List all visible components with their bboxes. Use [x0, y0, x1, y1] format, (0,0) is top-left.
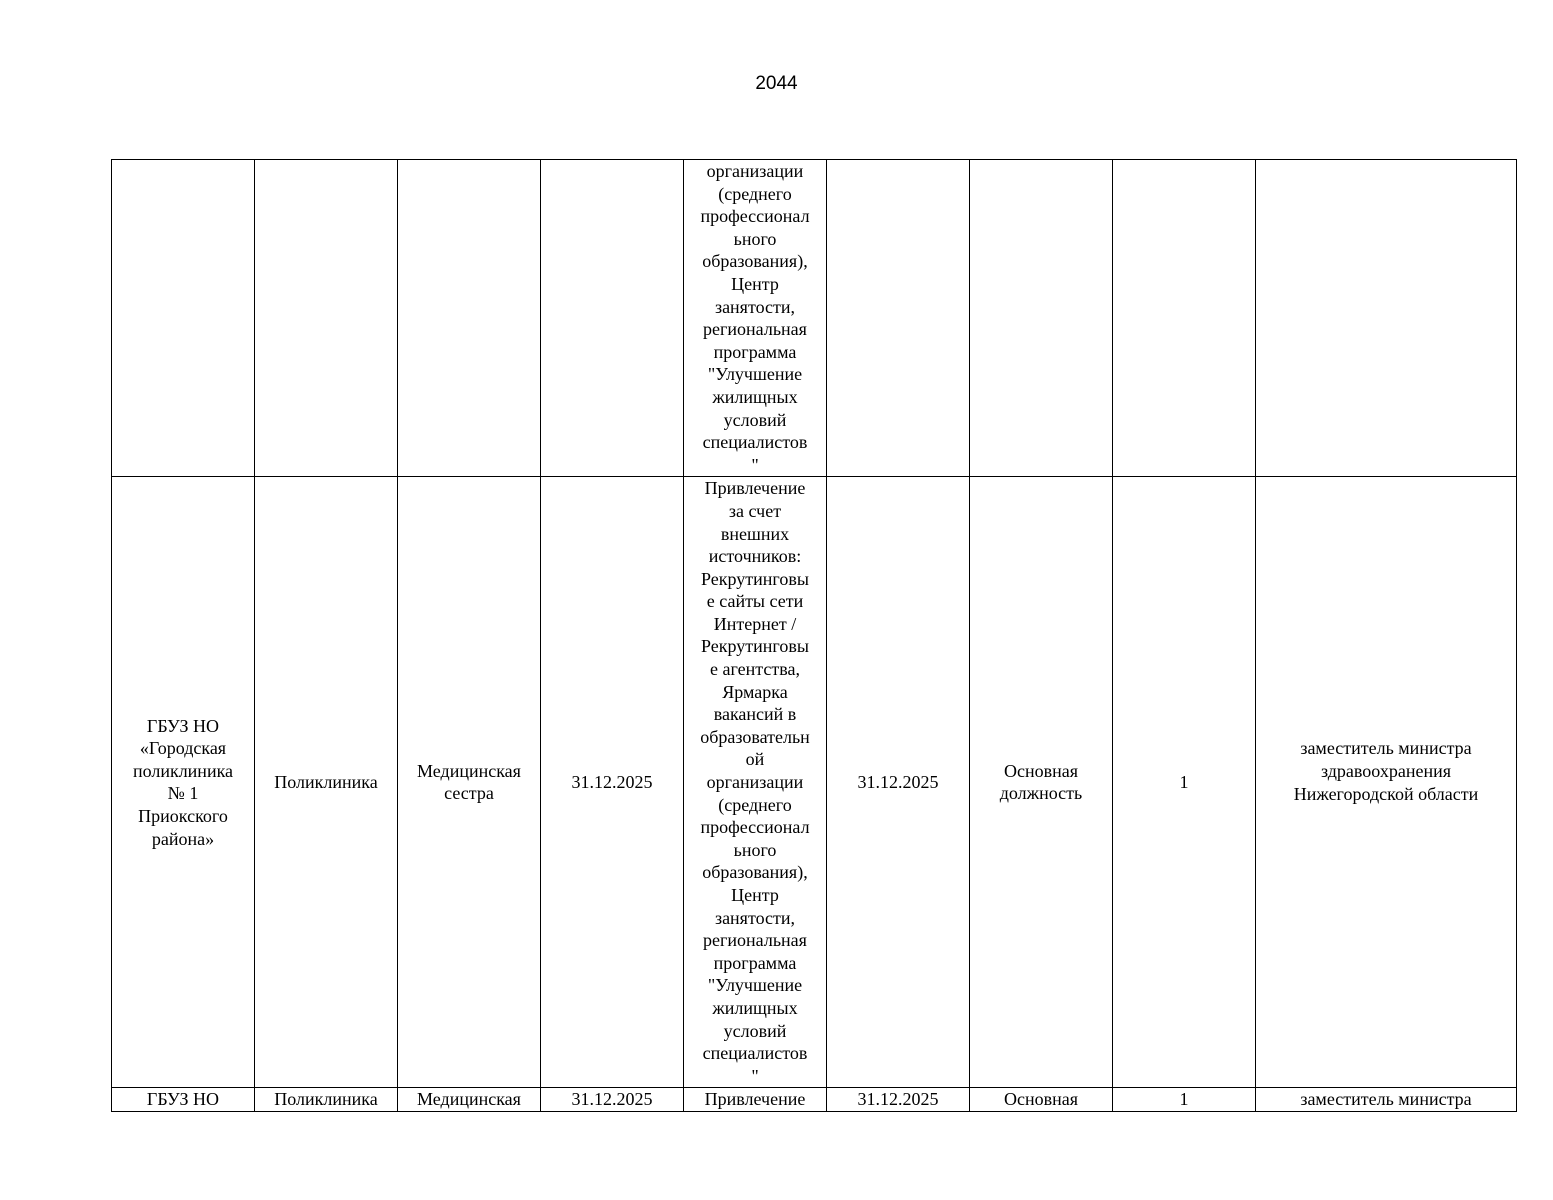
table-cell	[827, 160, 970, 477]
table-cell	[1256, 160, 1517, 477]
table-cell-department: Поликлиника	[255, 1088, 398, 1112]
table-cell	[541, 160, 684, 477]
table-cell-date: 31.12.2025	[827, 477, 970, 1088]
table-cell-position: Медицинская сестра	[398, 477, 541, 1088]
table-cell-sources: Привлечение	[684, 1088, 827, 1112]
table-cell	[398, 160, 541, 477]
table-cell-date: 31.12.2025	[827, 1088, 970, 1112]
table-cell-organization: ГБУЗ НО	[112, 1088, 255, 1112]
table-row	[112, 1088, 1517, 1112]
table-cell-count: 1	[1113, 477, 1256, 1088]
table-cell-department: Поликлиника	[255, 477, 398, 1088]
table-cell-responsible: заместитель министра	[1256, 1088, 1517, 1112]
table-cell-employment-type: Основная должность	[970, 477, 1113, 1088]
table-cell	[970, 160, 1113, 477]
table-row	[112, 477, 1517, 1088]
page-number: 2044	[755, 73, 798, 94]
table-cell	[1113, 160, 1256, 477]
staffing-table	[111, 159, 1517, 1112]
table-cell-position: Медицинская	[398, 1088, 541, 1112]
table-cell-sources: организации (среднего профессионал ьного образования), Центр занятости, региональная программа "Улучшение жилищных условий специалистов "	[684, 160, 827, 477]
table-cell-date: 31.12.2025	[541, 1088, 684, 1112]
table-cell-count: 1	[1113, 1088, 1256, 1112]
table-cell-sources: Привлечение за счет внешних источников: Рекрутинговы е сайты сети Интернет / Рекрутинговы е агентства, Ярмарка вакансий в образовательн ой организации (среднего профессионал ьного образования), Центр занятости, региональная программа "Улучшение жилищных условий специалистов "	[684, 477, 827, 1088]
table-cell	[112, 160, 255, 477]
table-cell	[255, 160, 398, 477]
table-cell-employment-type: Основная	[970, 1088, 1113, 1112]
table-cell-organization: ГБУЗ НО «Городская поликлиника № 1 Приокского района»	[112, 477, 255, 1088]
table-row	[112, 160, 1517, 477]
table-cell-date: 31.12.2025	[541, 477, 684, 1088]
table-cell-responsible: заместитель министра здравоохранения Нижегородской области	[1256, 477, 1517, 1088]
